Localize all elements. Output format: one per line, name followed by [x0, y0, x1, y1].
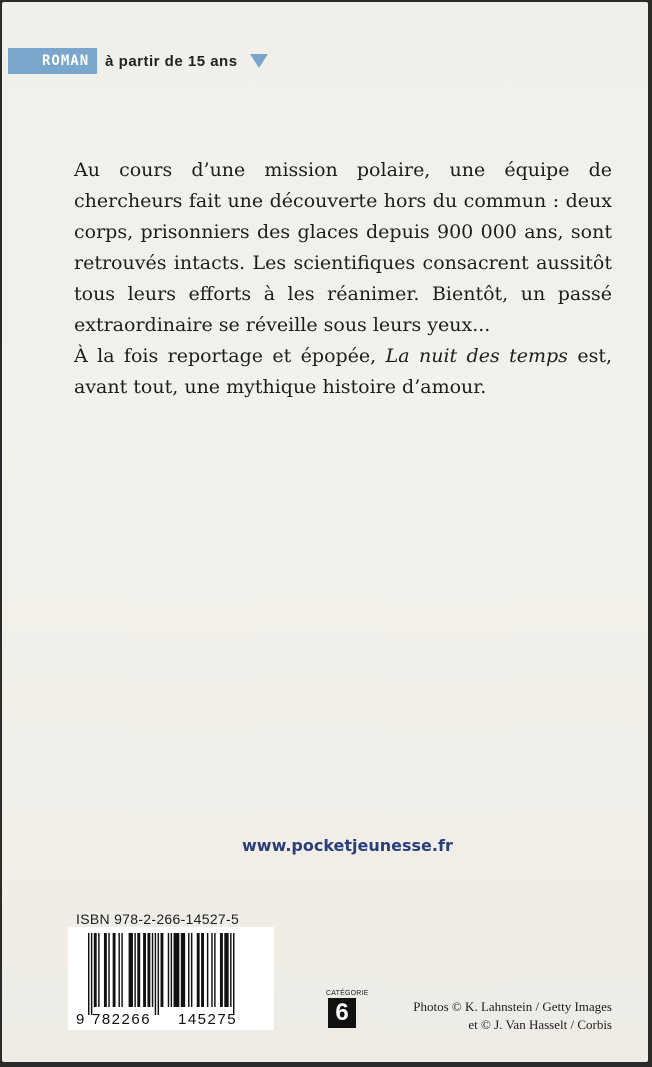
- barcode-bar: [158, 933, 159, 1015]
- barcode-bar: [129, 933, 133, 1007]
- barcode-bar: [161, 933, 164, 1007]
- barcode-bar: [230, 933, 231, 1007]
- barcode-bar: [233, 933, 234, 1015]
- barcode-bar: [214, 933, 215, 1007]
- barcode-bar: [155, 933, 156, 1015]
- barcode-bar: [197, 933, 200, 1007]
- barcode-bar: [224, 933, 228, 1007]
- barcode-bar: [220, 933, 223, 1007]
- category-marker: [326, 990, 369, 1028]
- barcode-bar: [188, 933, 189, 1007]
- barcode-bar: [147, 933, 150, 1007]
- barcode-bar: [181, 933, 185, 1007]
- photo-credits: [380, 998, 612, 1034]
- barcode-bar: [118, 933, 119, 1007]
- blurb-paragraph-1: Au cours d’une mission polaire, une équipe de chercheurs fait une découverte hors du commun : deux corps, prisonniers des glaces depuis 900 000 ans, sont retrouvés intacts. Les scientifiques consacrent aussitôt tous leurs efforts à les réanimer. Bientôt, un passé extraordinaire se réveille sous leurs yeux...: [74, 159, 612, 336]
- barcode-right-digits: 145275: [178, 1011, 238, 1028]
- barcode-first-digit: 9: [76, 1011, 85, 1028]
- barcode-bar: [174, 933, 180, 1007]
- barcode-bar: [113, 933, 116, 1007]
- barcode-bar: [98, 933, 99, 1007]
- barcode-bar: [211, 933, 212, 1007]
- genre-badge: ROMAN: [8, 48, 97, 74]
- credit-line-1: Photos © K. Lahnstein / Getty Images: [413, 999, 612, 1014]
- blurb-paragraph-2-lead: À la fois reportage et épopée,: [74, 345, 386, 367]
- barcode-bar: [137, 933, 140, 1007]
- barcode-left-digits: 782266: [92, 1011, 152, 1028]
- series-header: [8, 48, 268, 74]
- website-link[interactable]: www.pocketjeunesse.fr: [242, 836, 453, 855]
- age-label: à partir de 15 ans: [105, 52, 238, 70]
- barcode-bar: [152, 933, 153, 1007]
- barcode-bar: [207, 933, 208, 1007]
- barcode-bar: [108, 933, 109, 1007]
- barcode-bar: [171, 933, 172, 1007]
- barcode-bar: [104, 933, 107, 1007]
- category-number: 6: [328, 998, 356, 1028]
- isbn-number: ISBN 978-2-266-14527-5: [76, 911, 240, 927]
- barcode-bar: [191, 933, 192, 1007]
- barcode-graphic: [68, 927, 274, 1030]
- barcode-bar: [143, 933, 146, 1007]
- barcode-bar: [88, 933, 89, 1015]
- barcode-bar: [91, 933, 92, 1015]
- barcode-bar: [134, 933, 135, 1007]
- blurb-paragraph-2-tail: est, avant tout, une mythique histoire d’amour.: [74, 345, 612, 398]
- barcode-bar: [121, 933, 122, 1007]
- category-label: CATÉGORIE: [326, 990, 369, 997]
- credit-line-2: et © J. Van Hasselt / Corbis: [468, 1017, 612, 1032]
- barcode: [68, 927, 274, 1030]
- barcode-bar: [168, 933, 169, 1007]
- triangle-down-icon: [250, 54, 268, 68]
- book-title: La nuit des temps: [385, 345, 568, 367]
- book-back-cover: [2, 2, 648, 1062]
- barcode-bars: [88, 933, 234, 1015]
- barcode-bar: [201, 933, 204, 1007]
- barcode-bar: [94, 933, 97, 1007]
- blurb-paragraph-2: [74, 341, 612, 403]
- blurb-text: [74, 155, 612, 403]
